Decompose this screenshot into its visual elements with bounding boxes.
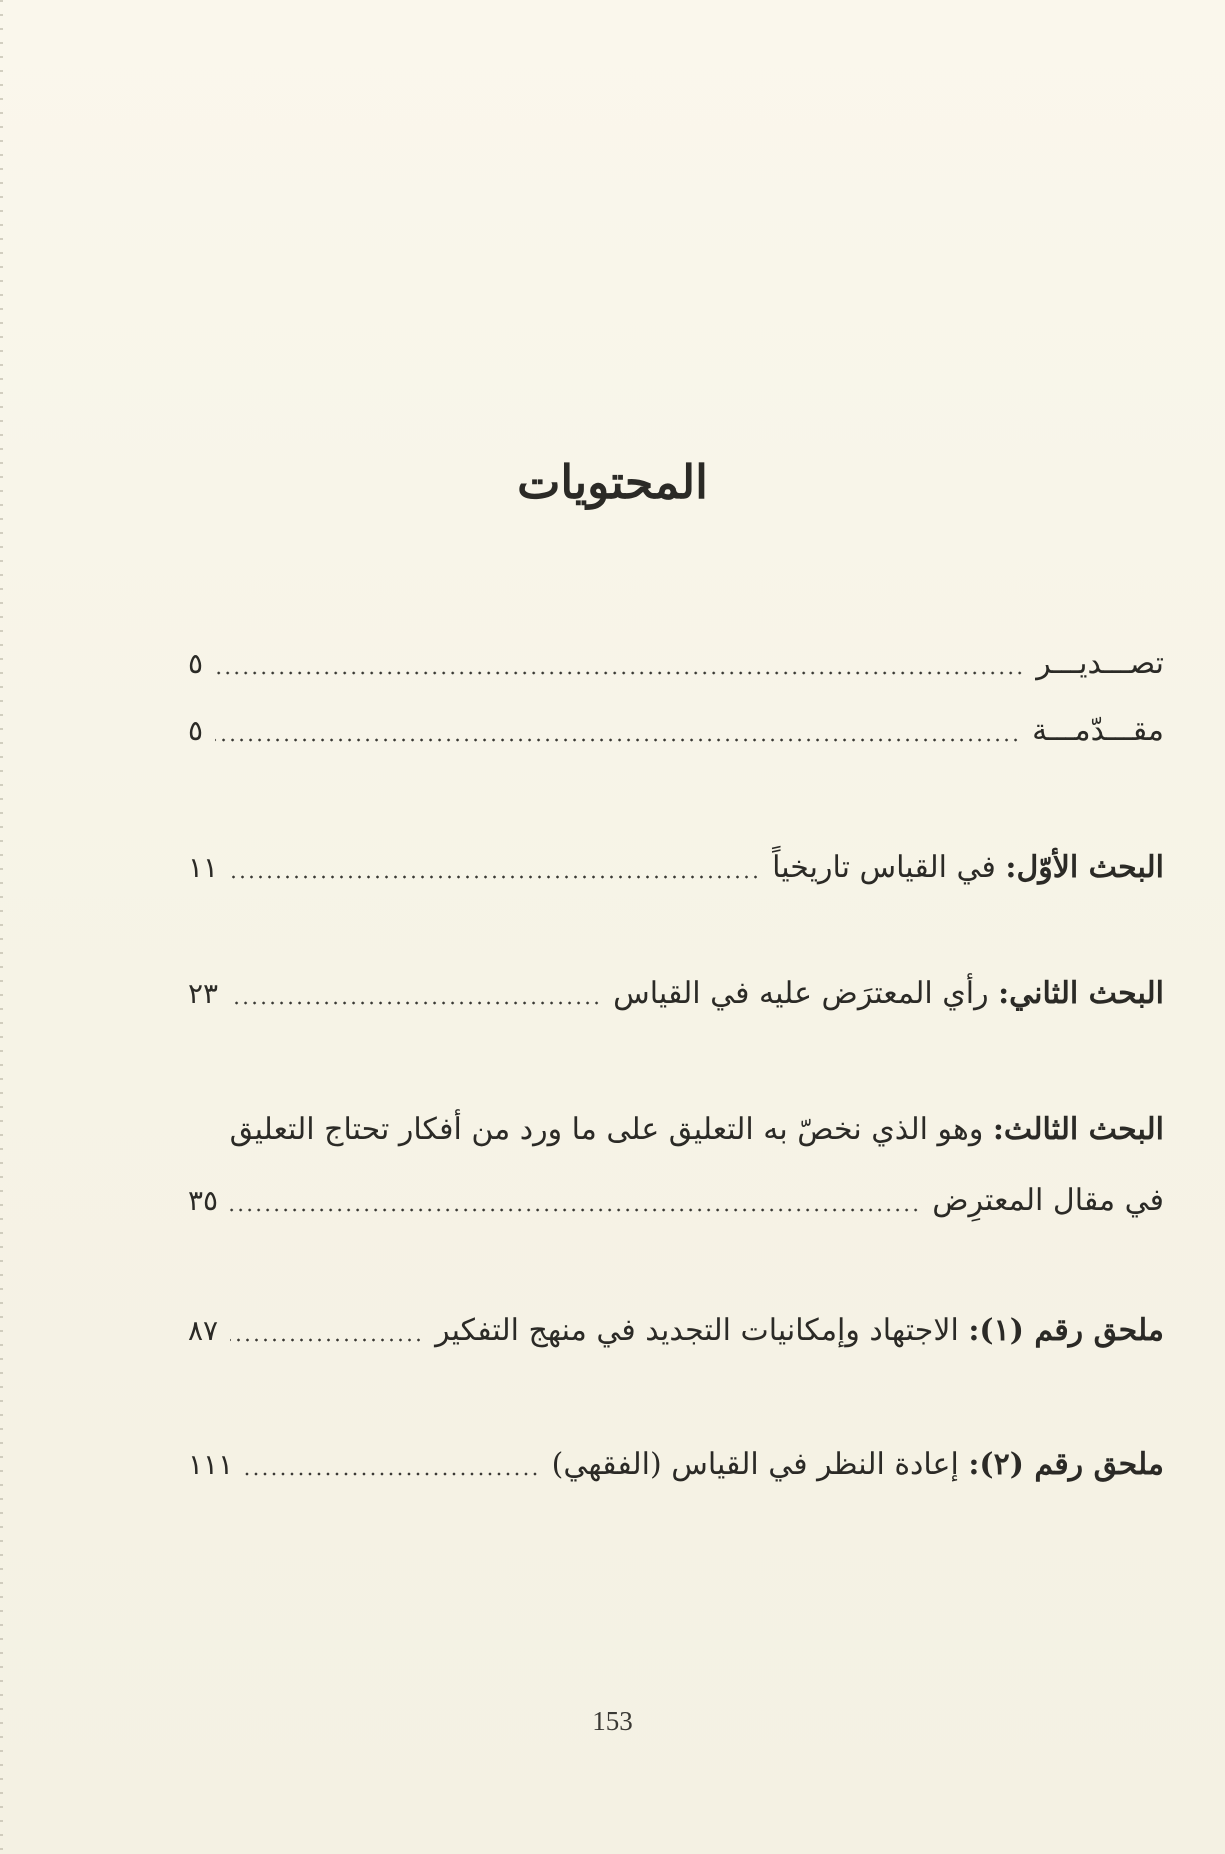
toc-entry-page: ٢٣ [188,977,219,1010]
dot-leader [215,738,1020,742]
toc-entry-appendix-1 [188,1305,1164,1357]
toc-entry-page: ٣٥ [188,1184,219,1217]
toc-entry-page: ١١ [188,851,219,884]
toc-entry-label [552,1439,1164,1491]
toc-entry-page: ٥ [188,647,204,680]
toc-entry-label [435,1305,1164,1357]
toc-entry-label: تصـــديـــر [1036,646,1164,681]
toc-entry-third-study [188,1104,1164,1156]
toc-entry-appendix-2 [188,1439,1164,1491]
toc-entry-third-study-continued [188,1175,1164,1227]
toc-entry-heading: ملحق رقم (٢): [968,1447,1164,1482]
toc-entry-introduction [188,705,1164,757]
toc-entry-heading: البحث الأوّل: [1005,850,1164,885]
toc-entry-page: ١١١ [188,1448,234,1481]
dot-leader [230,875,760,879]
toc-entry-text: الاجتهاد وإمكانيات التجديد في منهج التفكير [435,1313,969,1348]
toc-entry-text: إعادة النظر في القياس (الفقهي) [551,1447,969,1482]
toc-entry-heading: البحث الثالث: [992,1112,1164,1147]
toc-entry-preface [188,638,1164,690]
dot-leader [215,671,1024,675]
toc-entry-label [613,968,1164,1020]
page-edge [0,0,3,1854]
toc-entry-heading: البحث الثاني: [998,976,1164,1011]
toc-entry-second-study [188,968,1164,1020]
dot-leader [230,1338,423,1342]
toc-entry-page: ٨٧ [188,1314,219,1347]
toc-entry-text: في القياس تاريخياً [772,850,1006,885]
page-title: المحتويات [517,455,708,509]
toc-entry-first-study [188,842,1164,894]
toc-entry-text: رأي المعترَض عليه في القياس [613,976,999,1011]
page-number: 153 [592,1706,633,1736]
toc-entry-heading: ملحق رقم (١): [968,1313,1164,1348]
toc-entry-page: ٥ [188,714,204,747]
toc-entry-label-continued: في مقال المعترِض [932,1183,1164,1218]
dot-leader [230,1001,601,1005]
dot-leader [245,1472,539,1476]
toc-entry-label: مقـــدّمـــة [1032,713,1164,748]
toc-entry-label [772,842,1164,894]
toc-entry-text: وهو الذي نخصّ به التعليق على ما ورد من أفكار تحتاج التعليق [229,1112,993,1147]
dot-leader [230,1208,920,1212]
